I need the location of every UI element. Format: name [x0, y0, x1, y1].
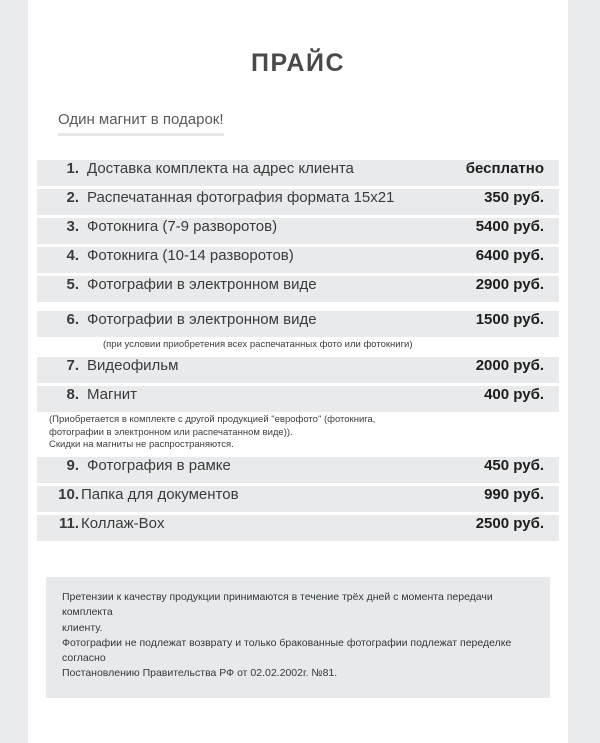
disclaimer-line-3: Фотографии не подлежат возврату и только бракованные фотографии подлежат переделке согласно — [62, 636, 512, 665]
row-label: Магнит — [87, 385, 138, 403]
disclaimer-line-1: Претензии к качеству продукции принимаются в течение трёх дней с момента передачи комплекта — [62, 591, 493, 619]
price-row-10 — [37, 486, 559, 512]
row-price: 450 руб. — [484, 457, 544, 475]
row-price: 350 руб. — [484, 189, 544, 206]
row-label: Фотография в рамке — [87, 457, 231, 475]
row-number: 6. — [66, 311, 79, 328]
row-price: 1500 руб. — [475, 311, 544, 328]
row-label: Распечатанная фотография формата 15х21 — [87, 189, 395, 206]
row-label: Доставка комплекта на адрес клиента — [87, 160, 354, 177]
row-price: 5400 руб. — [475, 218, 544, 235]
promo-subtitle: Один магнит в подарок! — [58, 111, 224, 136]
disclaimer-block — [46, 577, 550, 697]
price-list-page — [28, 0, 568, 743]
row-label: Фотокнига (7-9 разворотов) — [87, 218, 278, 235]
disclaimer-line-4: Постановлению Правительства РФ от 02.02.2002г. №81. — [62, 667, 338, 680]
row-number: 5. — [66, 276, 79, 293]
price-row-8 — [37, 386, 559, 412]
row-label: Коллаж-Box — [81, 515, 165, 533]
row-number: 3. — [66, 218, 79, 235]
row-number: 10. — [58, 486, 79, 504]
page-title: ПРАЙС — [250, 49, 346, 77]
disclaimer-line-2: клиенту. — [62, 621, 103, 634]
row-note-8-line-3: Скидки на магниты не распространяются. — [49, 439, 234, 451]
row-number: 8. — [66, 385, 79, 403]
row-note-8 — [37, 412, 559, 454]
row-price: 2000 руб. — [475, 356, 544, 374]
row-number: 11. — [58, 515, 79, 533]
price-row-5 — [37, 276, 559, 302]
row-number: 4. — [66, 247, 79, 264]
row-number: 7. — [66, 356, 79, 374]
row-number: 1. — [66, 160, 79, 177]
row-price: 2900 руб. — [475, 276, 544, 293]
row-label: Фотографии в электронном виде — [87, 311, 317, 328]
price-row-2 — [37, 189, 559, 215]
row-price: бесплатно — [465, 160, 544, 177]
row-price: 2500 руб. — [475, 515, 544, 533]
price-row-6 — [37, 311, 559, 337]
row-number: 9. — [66, 457, 79, 475]
row-label: Фотографии в электронном виде — [87, 276, 317, 293]
price-row-11 — [37, 515, 559, 541]
price-row-7 — [37, 357, 559, 383]
row-price: 400 руб. — [484, 385, 544, 403]
row-label: Папка для документов — [81, 486, 239, 504]
price-list — [28, 160, 568, 541]
row-note-6: (при условии приобретения всех распечатанных фото или фотокниги) — [37, 337, 559, 354]
row-label: Фотокнига (10-14 разворотов) — [87, 247, 294, 264]
row-label: Видеофильм — [87, 356, 179, 374]
row-note-8-line-2: фотографии в электронном или распечатанном виде)). — [49, 426, 293, 438]
price-row-9 — [37, 457, 559, 483]
row-note-8-line-1: (Приобретается в комплекте с другой продукцией "еврофото" (фотокнига, — [49, 413, 376, 425]
row-price: 6400 руб. — [475, 247, 544, 264]
subtitle-container — [28, 111, 568, 136]
row-price: 990 руб. — [484, 486, 544, 504]
price-row-4 — [37, 247, 559, 273]
price-row-3 — [37, 218, 559, 244]
row-number: 2. — [66, 189, 79, 206]
price-row-1 — [37, 160, 559, 186]
